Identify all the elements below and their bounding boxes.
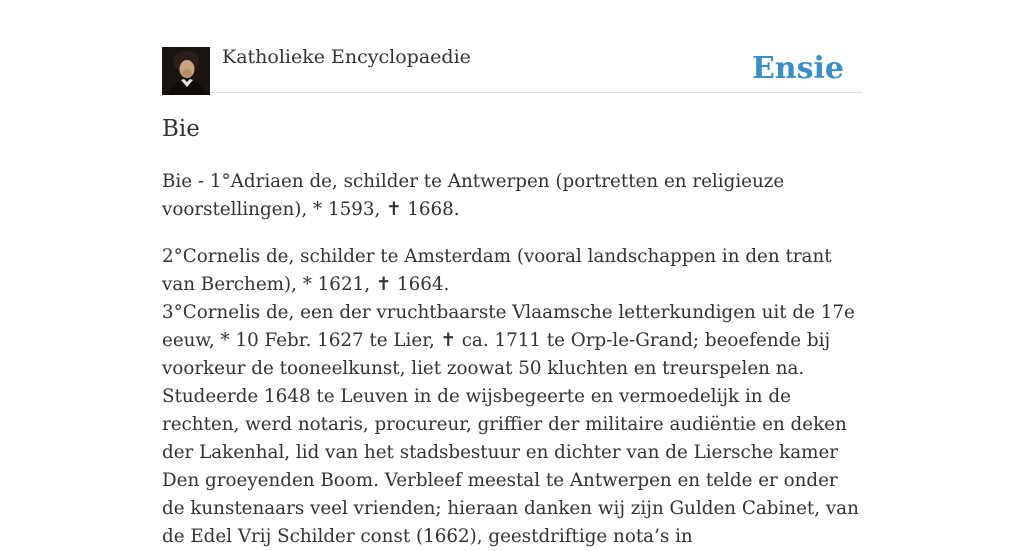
page-title: Bie bbox=[162, 116, 200, 142]
article-paragraph-line: 2°Cornelis de, schilder te Amsterdam (vooral landschappen in den trant van Berchem), * 1621, ✝ 1664. bbox=[162, 246, 832, 295]
article-body bbox=[162, 168, 862, 551]
brand-logo[interactable]: Ensie bbox=[751, 51, 844, 86]
portrait-icon bbox=[162, 47, 210, 95]
article-paragraph bbox=[162, 243, 862, 551]
avatar[interactable] bbox=[162, 47, 210, 95]
page-container bbox=[162, 0, 862, 547]
site-header bbox=[162, 0, 862, 93]
article-paragraph: Bie - 1°Adriaen de, schilder te Antwerpen (portretten en religieuze voorstellingen), * 1593, ✝ 1668. bbox=[162, 171, 785, 220]
article-paragraph-line: 3°Cornelis de, een der vruchtbaarste Vlaamsche letterkundigen uit de 17e eeuw, * 10 Febr. 1627 te Lier, ✝ ca. 1711 te Orp-le-Grand; beoefende bij voorkeur de tooneelkunst, liet zoowat 50 kluchten en treurspelen na. Studeerde 1648 te Leuven in de wijsbegeerte en vermoedelijk in de rechten, werd notaris, procureur, griffier der militaire audiëntie en deken der Lakenhal, lid van het stadsbestuur en dichter van de Liersche kamer Den groeyenden Boom. Verbleef meestal te Antwerpen en telde er onder de kunstenaars veel vrienden; hieraan danken wij zijn Gulden Cabinet, van de Edel Vrij Schilder const (1662), geestdriftige nota’s in bbox=[162, 302, 859, 547]
site-name[interactable]: Katholieke Encyclopaedie bbox=[222, 46, 471, 68]
